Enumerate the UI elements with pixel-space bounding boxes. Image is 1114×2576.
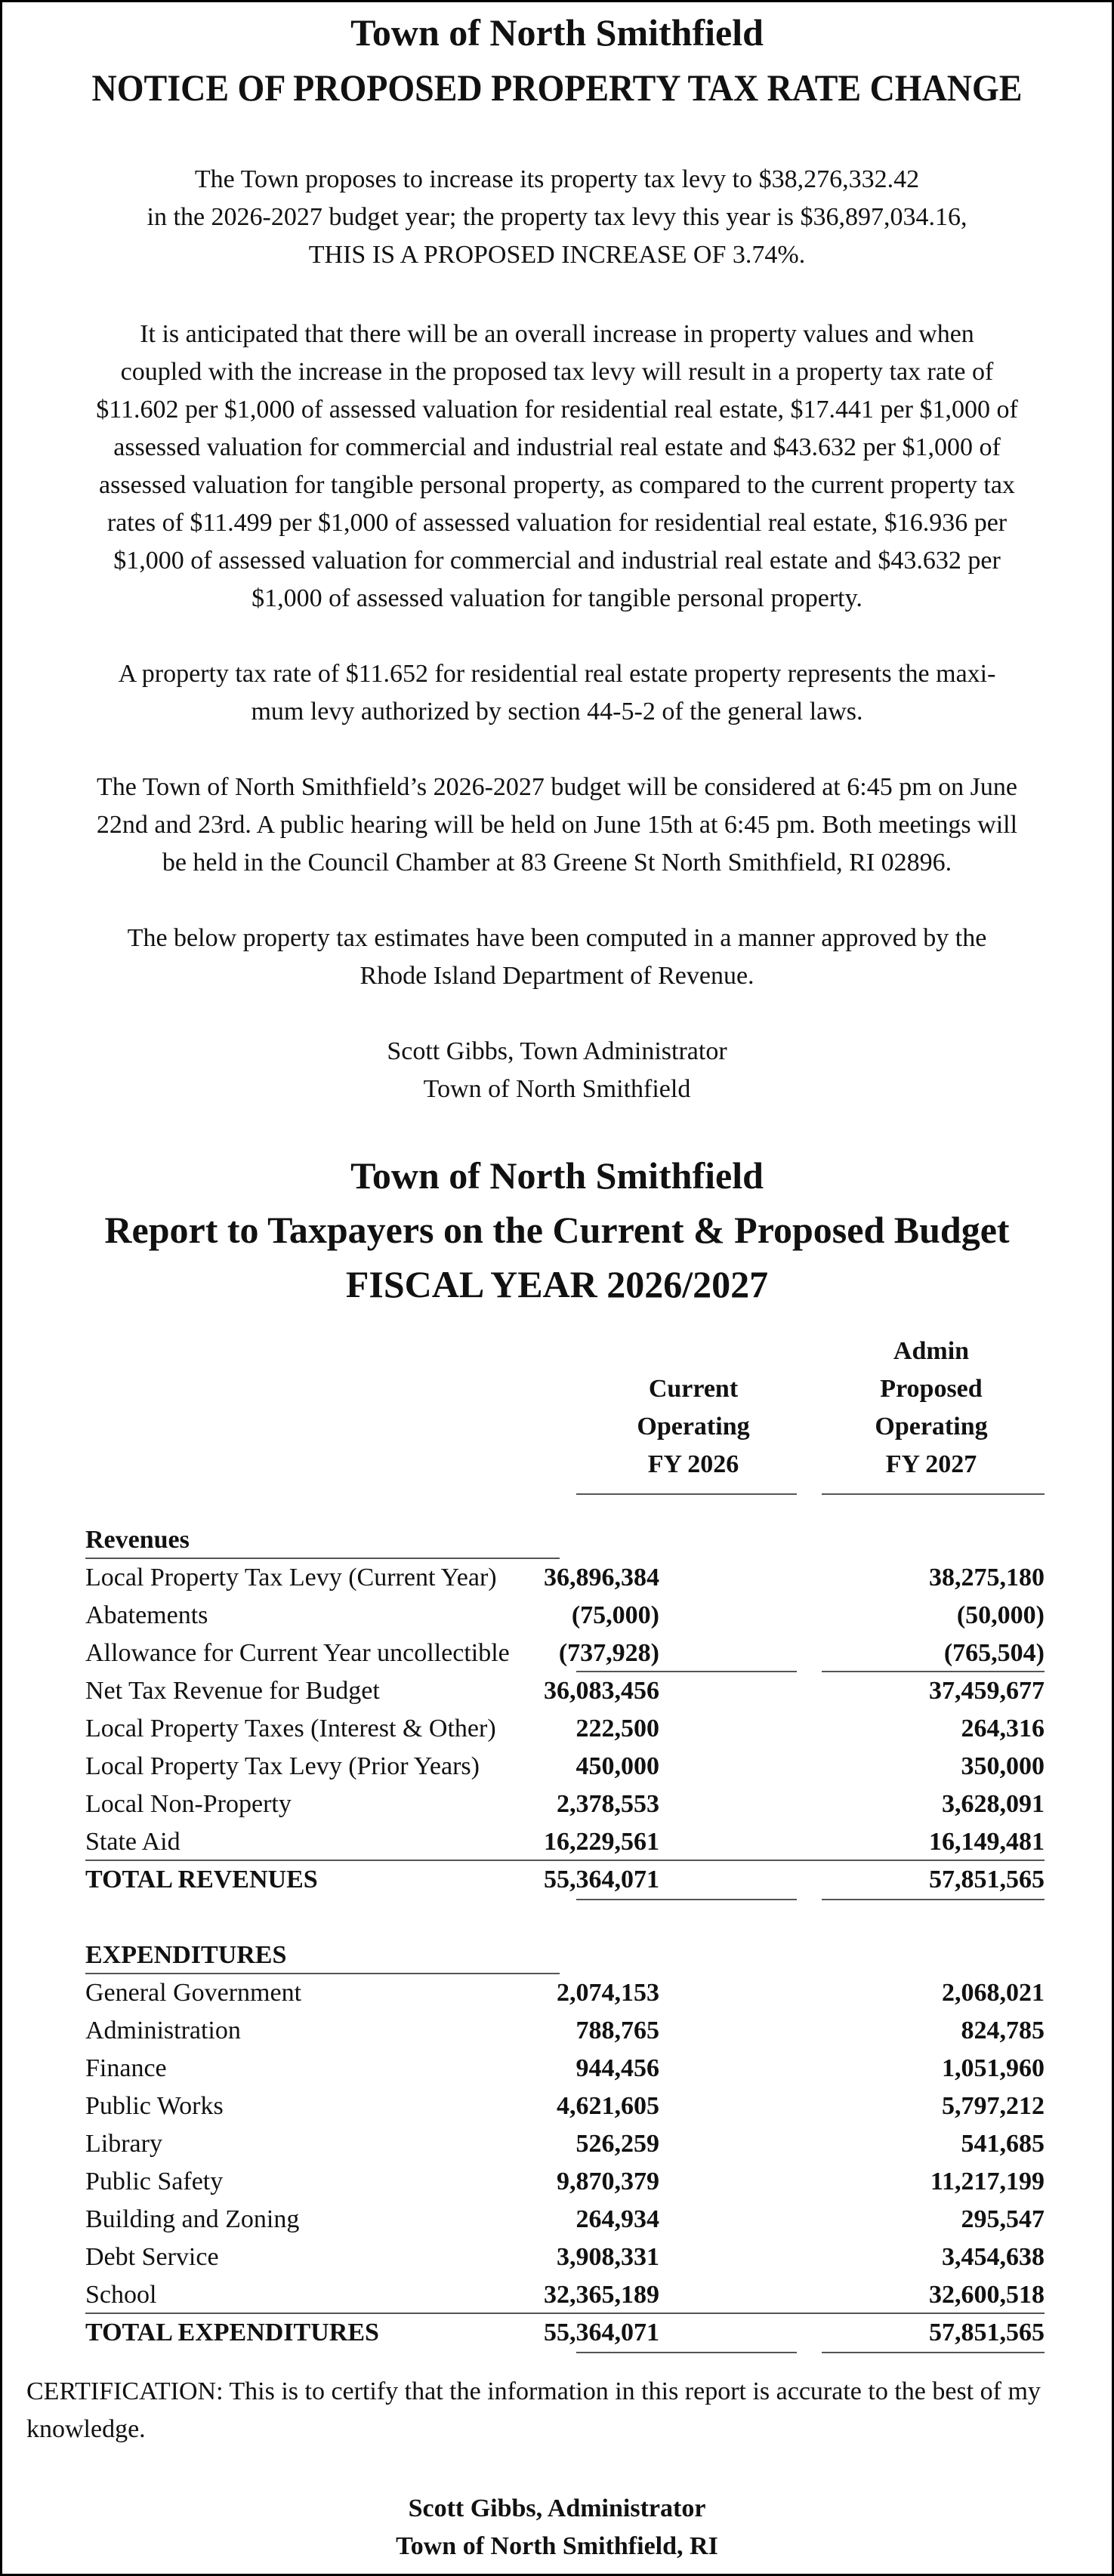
text-line: The Town proposes to increase its property tax levy to $38,276,332.42 [194,165,920,193]
text-line: mum levy authorized by section 44-5-2 of the general laws. [251,698,863,726]
current-value: 3,908,331 [557,2243,659,2271]
signature-name: Scott Gibbs, Town Administrator [387,1037,727,1065]
proposed-value: 3,628,091 [942,1790,1045,1818]
proposed-value: 295,547 [961,2205,1045,2233]
row-label: Net Tax Revenue for Budget [85,1677,380,1705]
proposed-value: 38,275,180 [929,1564,1045,1592]
header-line: Proposed [880,1375,983,1403]
current-value: 2,074,153 [557,1979,659,2007]
text-line: assessed valuation for tangible personal property, as compared to the current property tax [99,471,1015,499]
current-value: 36,083,456 [544,1677,659,1705]
current-value: 36,896,384 [544,1564,659,1592]
header-line: Admin [893,1337,970,1365]
notice-header [2,10,1112,111]
table-row [85,1786,1045,1823]
text-line: It is anticipated that there will be an overall increase in property values and when [140,320,974,348]
current-value: 55,364,071 [544,2319,659,2346]
text-line: THIS IS A PROPOSED INCREASE OF 3.74%. [308,241,806,269]
proposed-value: 32,600,518 [929,2281,1045,2309]
current-value: 944,456 [576,2054,659,2082]
proposed-value: (50,000) [956,1601,1045,1629]
expenditures-heading: EXPENDITURES [85,1941,287,1969]
row-label: Abatements [85,1601,208,1629]
table-row [85,2163,1045,2201]
proposed-value: 264,316 [961,1715,1045,1742]
table-row [85,2012,1045,2050]
proposed-value: 1,051,960 [942,2054,1045,2082]
row-label: Library [85,2130,162,2158]
estimate-paragraph [2,920,1112,995]
current-value: 55,364,071 [544,1866,659,1893]
current-column-header [588,1370,799,1484]
total-underline [822,2352,1045,2353]
report-title [2,1148,1112,1311]
row-label: TOTAL REVENUES [85,1866,318,1893]
row-label: School [85,2281,157,2309]
report-title-line: Town of North Smithfield [350,1154,764,1197]
total-underline [822,1899,1045,1900]
certification-text: CERTIFICATION: This is to certify that the information in this report is accurate to the best of my knowledge. [26,2377,1041,2443]
current-value: 450,000 [576,1752,659,1780]
text-line: in the 2026-2027 budget year; the property tax levy this year is $36,897,034.16, [147,203,967,231]
current-value: 526,259 [576,2130,659,2158]
proposed-value: 5,797,212 [942,2092,1045,2120]
town-title: Town of North Smithfield [350,11,764,54]
current-value: 222,500 [576,1715,659,1742]
revenues-heading: Revenues [85,1526,190,1554]
text-line: coupled with the increase in the proposed tax levy will result in a property tax rate of [120,358,994,386]
proposed-value: 824,785 [961,2017,1045,2044]
proposed-value: 57,851,565 [929,2319,1045,2346]
text-line: assessed valuation for commercial and industrial real estate and $43.632 per $1,000 of [113,433,1001,461]
table-row [85,1559,1045,1597]
proposed-value: 37,459,677 [929,1677,1045,1705]
text-line: Rhode Island Department of Revenue. [360,962,754,990]
row-label: Local Property Tax Levy (Current Year) [85,1564,497,1592]
table-row [85,2050,1045,2088]
proposed-value: 57,851,565 [929,1866,1045,1893]
text-line: The Town of North Smithfield’s 2026-2027 budget will be considered at 6:45 pm on June [97,773,1017,801]
row-label: Public Works [85,2092,224,2120]
row-label: Debt Service [85,2243,219,2271]
header-line: Current [648,1375,739,1403]
proposed-value: (765,504) [943,1639,1045,1667]
report-title-line: Report to Taxpayers on the Current & Proposed Budget [104,1209,1010,1251]
report-title-line: FISCAL YEAR 2026/2027 [345,1263,769,1305]
row-label: TOTAL EXPENDITURES [85,2319,379,2346]
table-row [85,2088,1045,2125]
row-label: General Government [85,1979,302,2007]
current-value: 32,365,189 [544,2281,659,2309]
current-value: 16,229,561 [544,1828,659,1856]
header-line: FY 2027 [885,1450,977,1478]
current-value: 9,870,379 [557,2168,659,2195]
table-row [85,2239,1045,2276]
text-line: $11.602 per $1,000 of assessed valuation for residential real estate, $17.441 per $1,000 of [96,396,1018,424]
total-underline [576,1899,797,1900]
row-label: Administration [85,2017,241,2044]
text-line: $1,000 of assessed valuation for tangible personal property. [251,584,863,612]
text-line: A property tax rate of $11.652 for residential real estate property represents the maxi- [118,660,996,688]
text-line: The below property tax estimates have been computed in a manner approved by the [127,924,987,952]
table-row [85,1748,1045,1786]
current-value: (737,928) [558,1639,659,1667]
signature-town: Town of North Smithfield [423,1075,691,1103]
table-row [85,1635,1045,1672]
max-levy-paragraph [2,655,1112,731]
row-label: Building and Zoning [85,2205,300,2233]
row-label: Local Property Taxes (Interest & Other) [85,1715,496,1742]
table-row [85,2276,1045,2314]
table-row [85,1672,1045,1710]
table-row [85,1974,1045,2012]
table-row [85,1710,1045,1748]
proposed-value: 350,000 [961,1752,1045,1780]
table-row [85,2201,1045,2239]
proposed-value: 16,149,481 [929,1828,1045,1856]
row-label: Finance [85,2054,167,2082]
proposed-value: 3,454,638 [942,2243,1045,2271]
total-revenues-row [85,1861,1045,1899]
closing-signature-town: Town of North Smithfield, RI [396,2532,718,2560]
current-value: (75,000) [571,1601,659,1629]
column-header-rule [576,1493,797,1495]
proposed-value: 541,685 [961,2130,1045,2158]
column-header-rule [822,1493,1045,1495]
text-line: $1,000 of assessed valuation for commercial and industrial real estate and $43.632 per [113,547,1001,575]
rates-paragraph [2,316,1112,618]
header-line: Operating [637,1413,750,1441]
table-row [85,2125,1045,2163]
notice-title: NOTICE OF PROPOSED PROPERTY TAX RATE CHANGE [91,66,1023,109]
current-value: 2,378,553 [557,1790,659,1818]
current-value: 4,621,605 [557,2092,659,2120]
header-line: FY 2026 [647,1450,739,1478]
proposed-value: 11,217,199 [930,2168,1045,2195]
total-expenditures-row [85,2314,1045,2352]
meeting-paragraph [2,769,1112,882]
proposed-value: 2,068,021 [942,1979,1045,2007]
text-line: 22nd and 23rd. A public hearing will be held on June 15th at 6:45 pm. Both meetings will [96,811,1018,839]
text-line: rates of $11.499 per $1,000 of assessed valuation for residential real estate, $16.936 per [106,509,1008,537]
text-line: be held in the Council Chamber at 83 Greene St North Smithfield, RI 02896. [162,849,952,877]
levy-paragraph [2,161,1112,274]
table-row [85,1597,1045,1635]
proposed-column-header [825,1333,1037,1484]
row-label: Public Safety [85,2168,224,2195]
closing-signature-name: Scott Gibbs, Administrator [408,2494,706,2522]
header-line: Operating [875,1413,988,1441]
total-underline [576,2352,797,2353]
row-label: State Aid [85,1828,181,1856]
row-label: Local Property Tax Levy (Prior Years) [85,1752,480,1780]
row-label: Allowance for Current Year uncollectible [85,1639,510,1667]
row-label: Local Non-Property [85,1790,292,1818]
table-row [85,1823,1045,1861]
current-value: 264,934 [576,2205,659,2233]
administrator-signature [2,1033,1112,1108]
current-value: 788,765 [576,2017,659,2044]
